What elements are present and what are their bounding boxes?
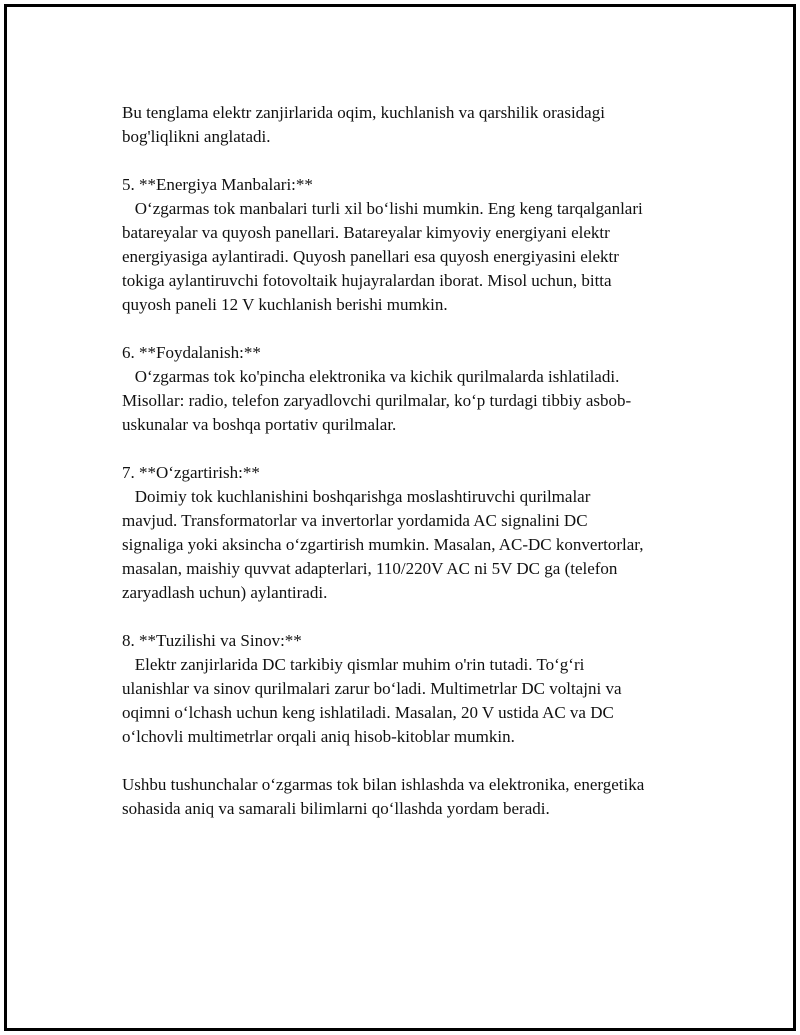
text-line: masalan, maishiy quvvat adapterlari, 110/220V AC ni 5V DC ga (telefon [122, 559, 618, 578]
text-line: Misollar: radio, telefon zaryadlovchi qurilmalar, ko‘p turdagi tibbiy asbob- [122, 391, 632, 410]
text-line: uskunalar va boshqa portativ qurilmalar. [122, 415, 397, 434]
text-line: Doimiy tok kuchlanishini boshqarishga moslashtiruvchi qurilmalar [122, 487, 591, 506]
text-line: O‘zgarmas tok ko'pincha elektronika va kichik qurilmalarda ishlatiladi. [122, 367, 620, 386]
section-heading: 7. **O‘zgartirish:** [122, 463, 260, 482]
intro-paragraph [122, 101, 697, 149]
section-heading: 6. **Foydalanish:** [122, 343, 261, 362]
section-usage [122, 341, 697, 437]
section-energy-sources [122, 173, 697, 317]
text-line: zaryadlash uchun) aylantiradi. [122, 583, 328, 602]
text-line: oqimni o‘lchash uchun keng ishlatiladi. Masalan, 20 V ustida AC va DC [122, 703, 614, 722]
text-line: batareyalar va quyosh panellari. Batareyalar kimyoviy energiyani elektr [122, 223, 610, 242]
text-line: Ushbu tushunchalar o‘zgarmas tok bilan ishlashda va elektronika, energetika [122, 775, 645, 794]
text-line: O‘zgarmas tok manbalari turli xil bo‘lishi mumkin. Eng keng tarqalganlari [122, 199, 643, 218]
document-body [122, 101, 697, 845]
document-page [4, 4, 796, 1031]
text-line: Bu tenglama elektr zanjirlarida oqim, kuchlanish va qarshilik orasidagi [122, 103, 605, 122]
text-line: tokiga aylantiruvchi fotovoltaik hujayralardan iborat. Misol uchun, bitta [122, 271, 612, 290]
section-conversion [122, 461, 697, 605]
text-line: signaliga yoki aksincha o‘zgartirish mumkin. Masalan, AC-DC konvertorlar, [122, 535, 644, 554]
section-heading: 8. **Tuzilishi va Sinov:** [122, 631, 302, 650]
text-line: Elektr zanjirlarida DC tarkibiy qismlar muhim o'rin tutadi. To‘g‘ri [122, 655, 585, 674]
section-heading: 5. **Energiya Manbalari:** [122, 175, 313, 194]
text-line: energiyasiga aylantiradi. Quyosh panellari esa quyosh energiyasini elektr [122, 247, 619, 266]
text-line: mavjud. Transformatorlar va invertorlar yordamida AC signalini DC [122, 511, 588, 530]
text-line: sohasida aniq va samarali bilimlarni qo‘llashda yordam beradi. [122, 799, 550, 818]
conclusion-paragraph [122, 773, 697, 821]
section-structure-testing [122, 629, 697, 749]
text-line: quyosh paneli 12 V kuchlanish berishi mumkin. [122, 295, 448, 314]
text-line: ulanishlar va sinov qurilmalari zarur bo‘ladi. Multimetrlar DC voltajni va [122, 679, 622, 698]
text-line: bog'liqlikni anglatadi. [122, 127, 271, 146]
text-line: o‘lchovli multimetrlar orqali aniq hisob-kitoblar mumkin. [122, 727, 515, 746]
